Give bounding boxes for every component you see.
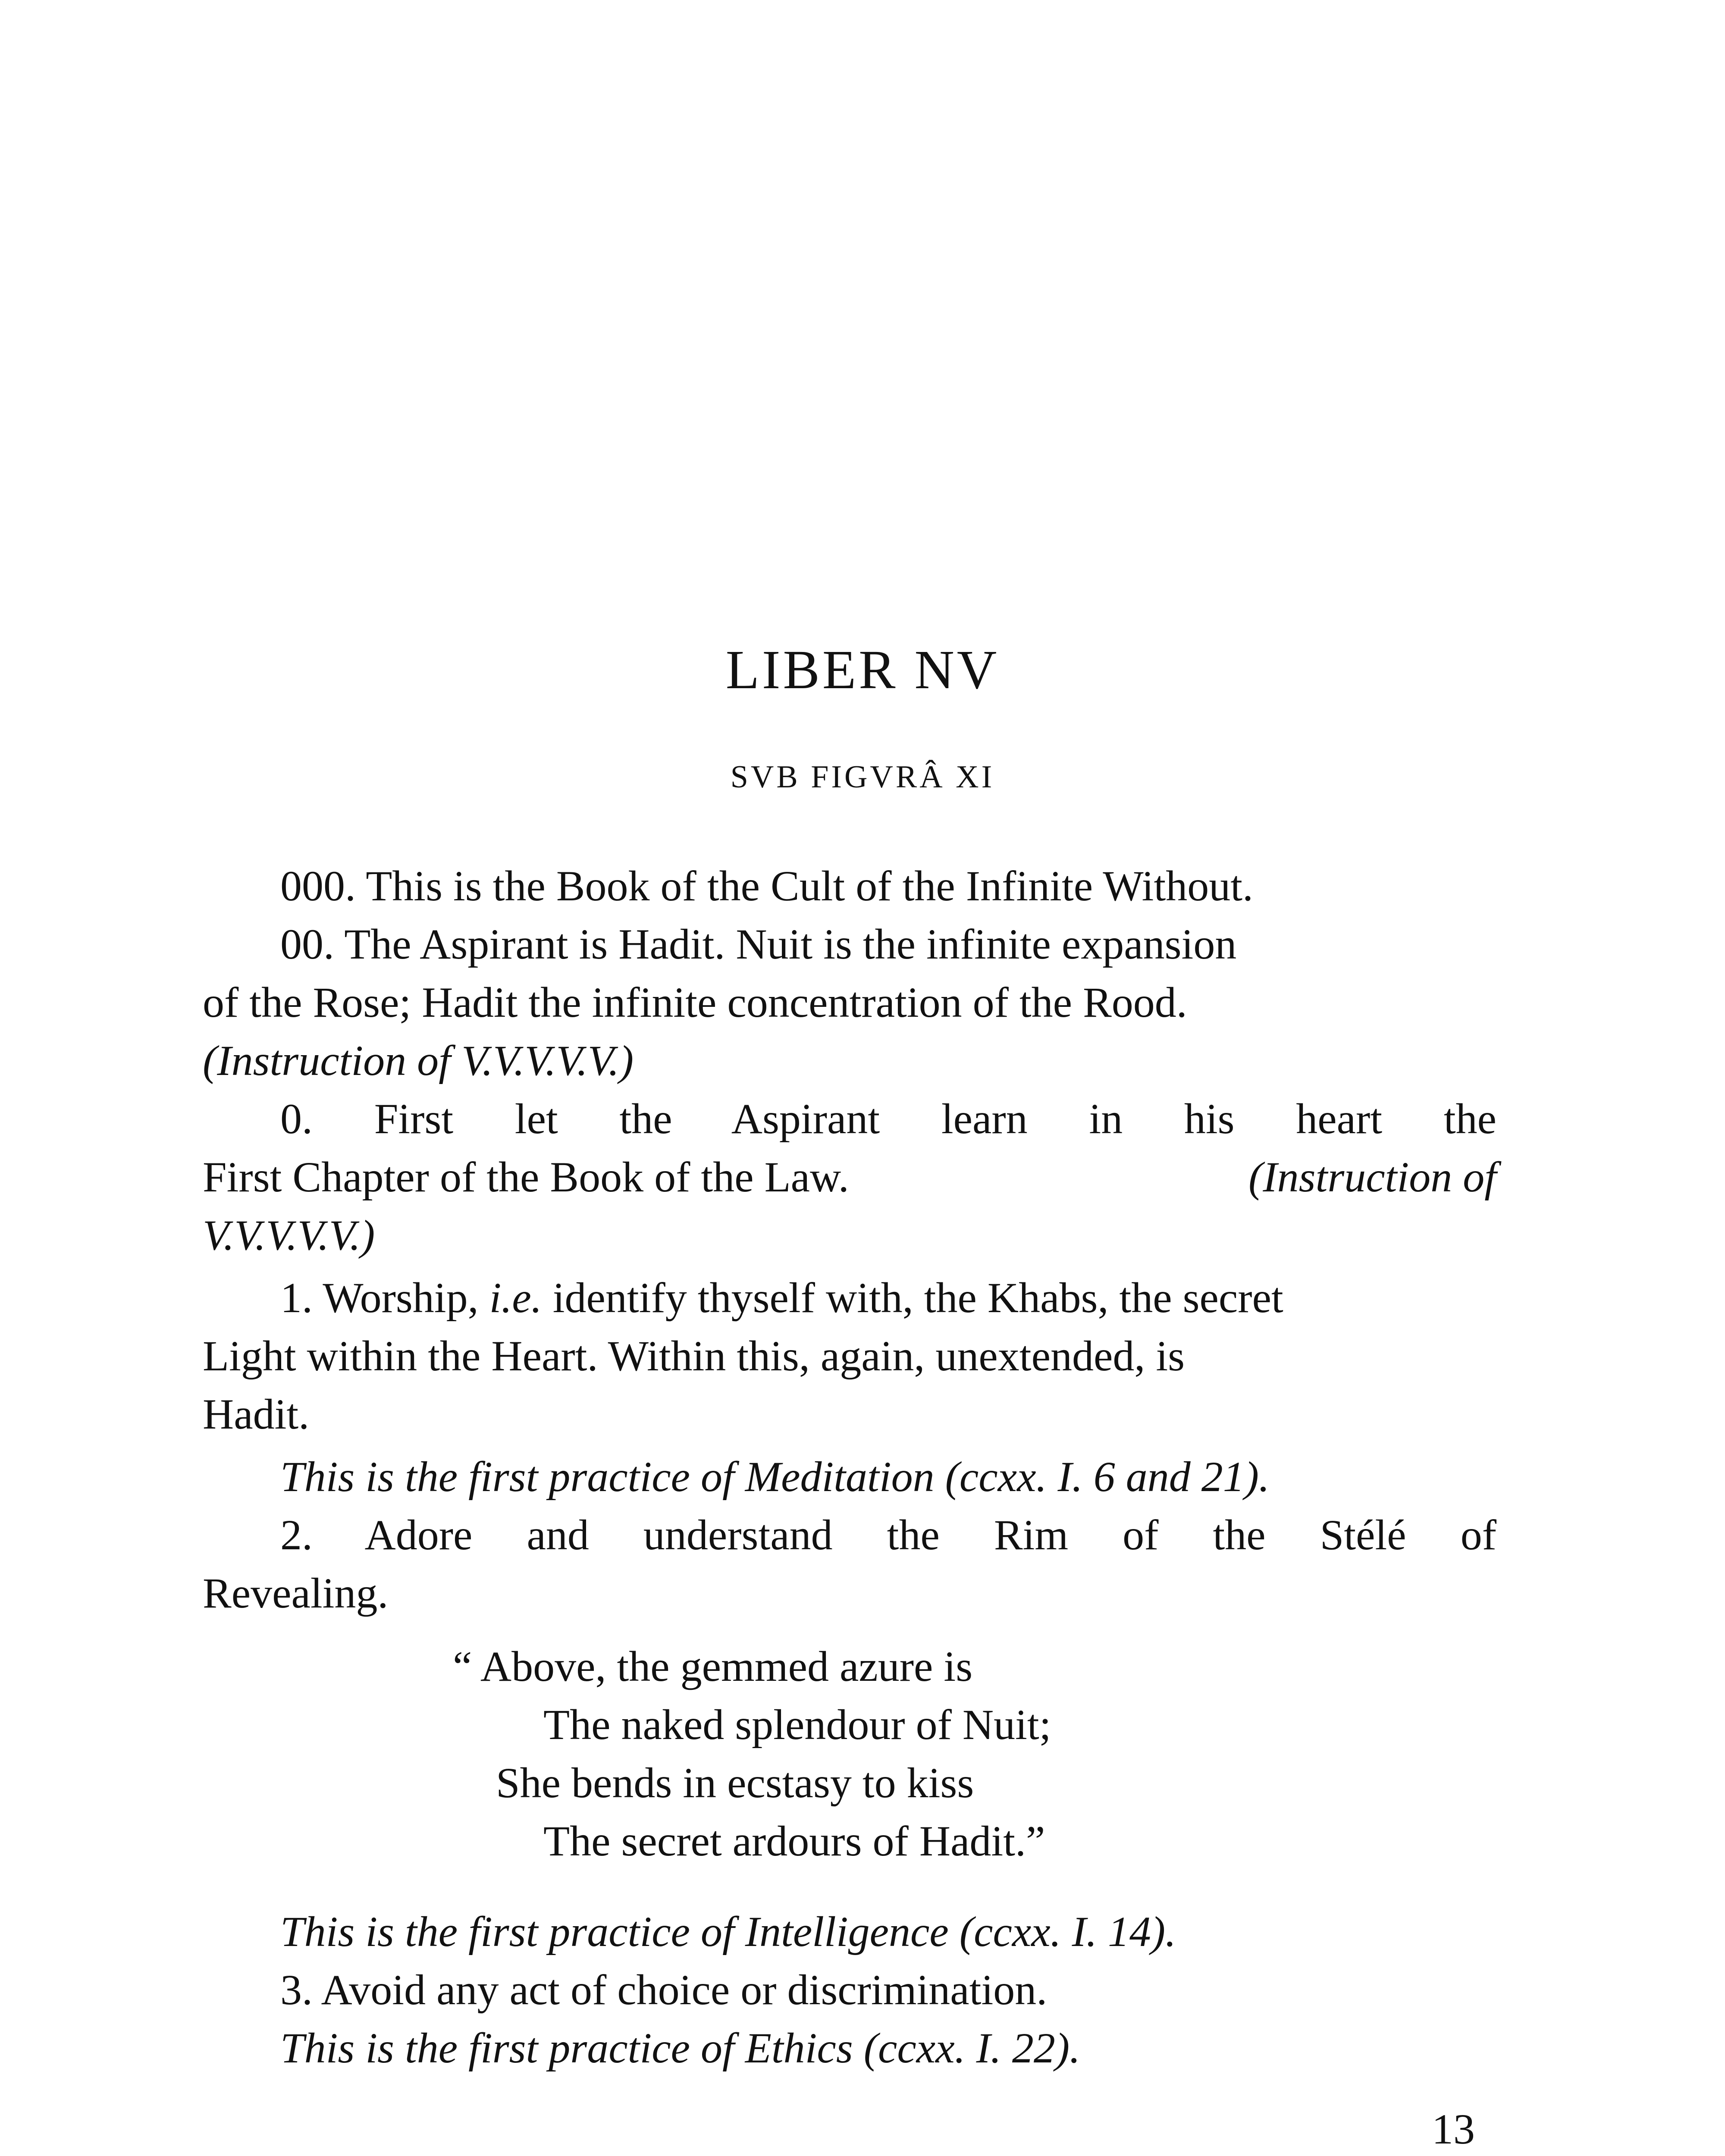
paragraph-text: Avoid any act of choice or discrimination. [321, 1966, 1048, 2014]
paragraph-text: First Chapter of the Book of the Law. [203, 1153, 849, 1201]
paragraph-1-line3: Hadit. [203, 1390, 310, 1438]
paragraph-3-practice [203, 2024, 1496, 2072]
verse-line: The naked splendour of Nuit; [543, 1701, 1051, 1749]
page-subtitle: SVB FIGVRÂ XI [730, 759, 995, 795]
paragraph-number: 000. [280, 862, 356, 910]
practice-text: This is the first practice of Intelligence [280, 1908, 949, 1955]
instruction-ref: (Instruction of [1248, 1153, 1496, 1201]
paragraph-0-line2 [203, 1153, 1496, 1201]
paragraph-2-practice [203, 1910, 1496, 1953]
page-number: 13 [1432, 2105, 1475, 2153]
verse-line: “ Above, the gemmed azure is [453, 1642, 973, 1690]
paragraph-text: The Aspirant is Hadit. Nuit is the infinite expansion [344, 920, 1237, 968]
paragraph-text: identify thyself with, the Khabs, the secret [542, 1274, 1283, 1322]
paragraph-2-line2: Revealing. [203, 1569, 389, 1617]
paragraph-number: 1. [280, 1274, 313, 1322]
paragraph-3-line1 [203, 1968, 1496, 2012]
paragraph-number: 2. [280, 1511, 313, 1559]
paragraph-text: Adore and understand the Rim of the Stélé of [364, 1511, 1496, 1559]
paragraph-00-line1 [203, 920, 1496, 968]
verse-line: The secret ardours of Hadit.” [543, 1817, 1045, 1865]
paragraph-1-line1 [203, 1274, 1496, 1322]
paragraph-0-line3: V.V.V.V.V.) [203, 1211, 375, 1259]
practice-ref: (ccxx. I. 22). [863, 2024, 1081, 2072]
practice-text: This is the first practice of Ethics [280, 2024, 853, 2072]
page-title: LIBER NV [725, 639, 1000, 700]
verse-line: She bends in ecstasy to kiss [496, 1759, 974, 1807]
paragraph-number: 00. [280, 920, 334, 968]
paragraph-text: This is the Book of the Cult of the Infinite Without. [366, 862, 1254, 910]
paragraph-2-line1 [203, 1511, 1496, 1559]
practice-ref: (ccxx. I. 6 and 21). [945, 1453, 1270, 1501]
paragraph-00-line2: of the Rose; Hadit the infinite concentration of the Rood. [203, 978, 1187, 1026]
paragraph-1-line2: Light within the Heart. Within this, again, unextended, is [203, 1332, 1185, 1380]
practice-ref: (ccxx. I. 14). [959, 1908, 1176, 1955]
abbreviation: i.e. [489, 1274, 542, 1322]
paragraph-000 [203, 862, 1496, 910]
paragraph-1-practice [203, 1453, 1496, 1501]
paragraph-number: 0. [280, 1095, 313, 1143]
paragraph-00-instruction: (Instruction of V.V.V.V.V.) [203, 1037, 634, 1084]
practice-text: This is the first practice of Meditation [280, 1453, 935, 1501]
paragraph-number: 3. [280, 1966, 313, 2014]
paragraph-text: First let the Aspirant learn in his heart the [374, 1095, 1497, 1143]
paragraph-0-line1 [203, 1097, 1496, 1141]
paragraph-text: Worship, [323, 1274, 489, 1322]
